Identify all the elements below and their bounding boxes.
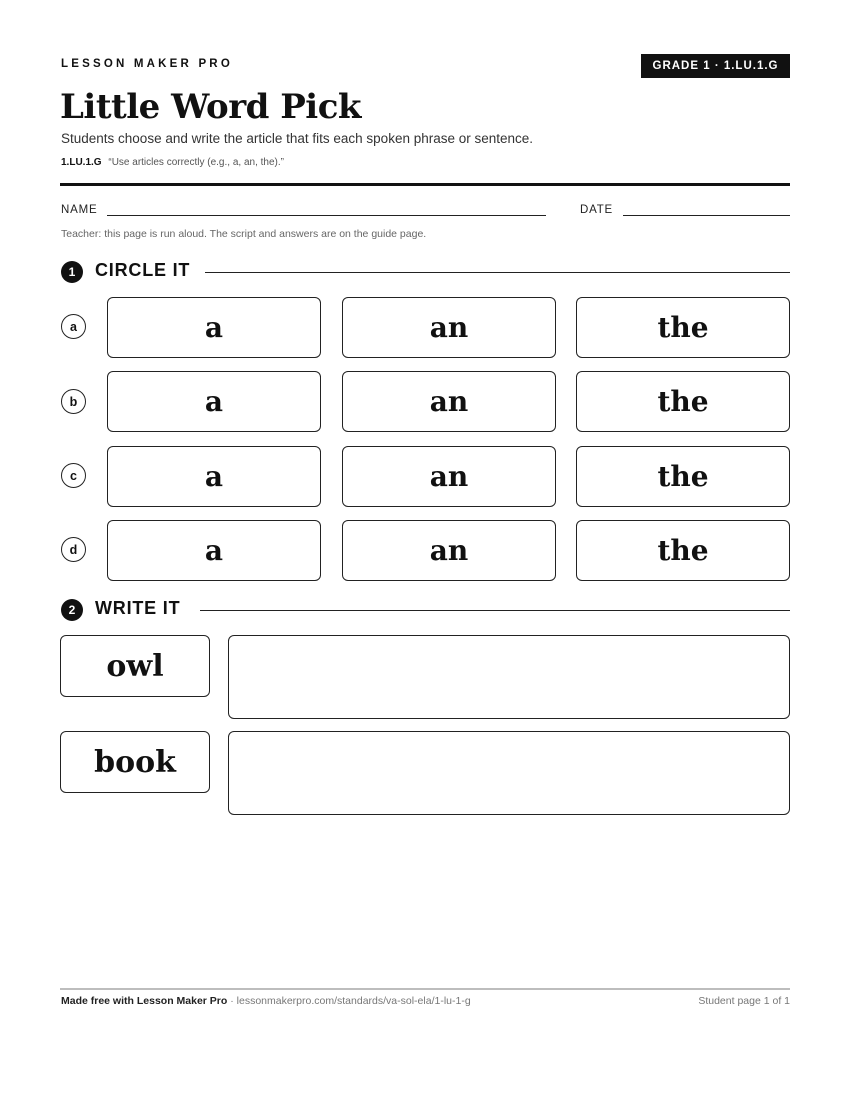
section-title-write-it: WRITE IT xyxy=(95,598,181,618)
choice-the[interactable]: the xyxy=(576,371,790,432)
choice-the[interactable]: the xyxy=(576,446,790,507)
choice-a[interactable]: a xyxy=(107,297,321,358)
page-number: Student page 1 of 1 xyxy=(698,995,790,1007)
section-number-badge: 2 xyxy=(61,599,83,621)
choice-the[interactable]: the xyxy=(576,520,790,581)
write-box-book[interactable] xyxy=(228,731,790,815)
choice-an[interactable]: an xyxy=(342,297,556,358)
date-field[interactable] xyxy=(623,215,790,216)
standard-text: “Use articles correctly (e.g., a, an, the).” xyxy=(108,157,284,168)
row-marker-a: a xyxy=(61,314,86,339)
row-marker-d: d xyxy=(61,537,86,562)
choice-a[interactable]: a xyxy=(107,446,321,507)
section-title-circle-it: CIRCLE IT xyxy=(95,260,191,280)
brand-name: LESSON MAKER PRO xyxy=(61,58,233,70)
section-divider xyxy=(200,610,790,611)
write-box-owl[interactable] xyxy=(228,635,790,719)
standard-code: 1.LU.1.G xyxy=(61,157,102,168)
footer-credit xyxy=(61,995,471,1007)
standard-line xyxy=(61,157,284,168)
footer-made-with: Made free with Lesson Maker Pro xyxy=(61,995,228,1007)
choice-the[interactable]: the xyxy=(576,297,790,358)
page-subtitle: Students choose and write the article that fits each spoken phrase or sentence. xyxy=(61,131,534,146)
section-number-badge: 1 xyxy=(61,261,83,283)
header-divider xyxy=(60,183,790,186)
section-divider xyxy=(205,272,790,273)
footer-divider xyxy=(60,988,790,990)
choice-an[interactable]: an xyxy=(342,371,556,432)
choice-a[interactable]: a xyxy=(107,371,321,432)
row-marker-b: b xyxy=(61,389,86,414)
date-label: DATE xyxy=(580,204,614,216)
word-card-book: book xyxy=(60,731,210,793)
name-label: NAME xyxy=(61,204,98,216)
footer-url-link[interactable]: · lessonmakerpro.com/standards/va-sol-ela/1-lu-1-g xyxy=(230,995,471,1007)
teacher-note: Teacher: this page is run aloud. The script and answers are on the guide page. xyxy=(61,228,427,240)
name-field[interactable] xyxy=(107,215,546,216)
grade-badge: GRADE 1 · 1.LU.1.G xyxy=(641,54,790,78)
choice-a[interactable]: a xyxy=(107,520,321,581)
choice-an[interactable]: an xyxy=(342,520,556,581)
choice-an[interactable]: an xyxy=(342,446,556,507)
word-card-owl: owl xyxy=(60,635,210,697)
page-title: Little Word Pick xyxy=(60,87,361,127)
row-marker-c: c xyxy=(61,463,86,488)
